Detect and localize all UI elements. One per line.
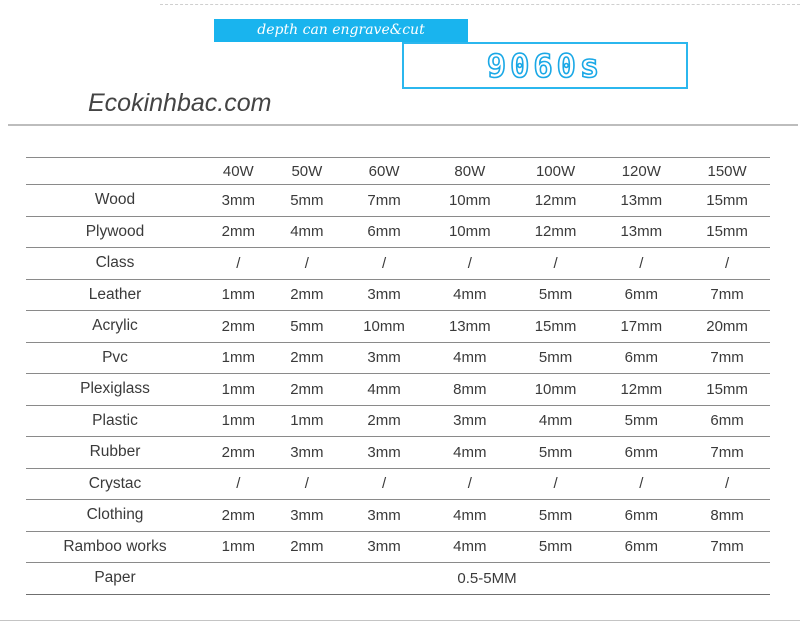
depth-value: / (427, 248, 513, 280)
depth-value: 17mm (598, 311, 684, 343)
depth-value: 10mm (427, 216, 513, 248)
footer-divider (0, 620, 800, 621)
power-header-4: 100W (513, 158, 599, 185)
depth-value: 4mm (341, 374, 427, 406)
depth-value: 2mm (341, 405, 427, 437)
depth-value: / (513, 468, 599, 500)
depth-value: / (684, 248, 770, 280)
depth-value: 4mm (513, 405, 599, 437)
depth-value: 4mm (427, 279, 513, 311)
table-row (26, 437, 770, 469)
table-row (26, 279, 770, 311)
depth-value: / (341, 468, 427, 500)
depth-value: 5mm (513, 279, 599, 311)
model-name: 9060s (486, 47, 604, 85)
material-name: Class (26, 248, 204, 280)
depth-value: 1mm (204, 342, 273, 374)
depth-value: 7mm (684, 437, 770, 469)
depth-value: 6mm (598, 342, 684, 374)
depth-value: 10mm (427, 185, 513, 217)
depth-value: / (204, 248, 273, 280)
depth-value: 15mm (513, 311, 599, 343)
material-name: Leather (26, 279, 204, 311)
depth-value: 12mm (513, 185, 599, 217)
power-header-1: 50W (273, 158, 342, 185)
depth-value: 2mm (204, 311, 273, 343)
material-name: Plexiglass (26, 374, 204, 406)
depth-value: 13mm (598, 185, 684, 217)
table-row (26, 248, 770, 280)
power-header-row (26, 158, 770, 185)
depth-value: 6mm (598, 279, 684, 311)
depth-value: 2mm (273, 342, 342, 374)
depth-value: 3mm (341, 437, 427, 469)
table-row (26, 374, 770, 406)
depth-value: 8mm (427, 374, 513, 406)
depth-value: / (273, 248, 342, 280)
table-row (26, 185, 770, 217)
depth-value: 4mm (427, 500, 513, 532)
depth-value: 2mm (273, 531, 342, 563)
depth-value: 2mm (204, 437, 273, 469)
depth-value: 10mm (341, 311, 427, 343)
depth-value: 6mm (598, 437, 684, 469)
depth-value: / (341, 248, 427, 280)
material-name: Clothing (26, 500, 204, 532)
depth-value: 1mm (273, 405, 342, 437)
table-row (26, 468, 770, 500)
depth-value: 7mm (684, 531, 770, 563)
engrave-depth-banner: depth can engrave&cut (214, 19, 468, 42)
paper-depth-range: 0.5-5MM (204, 563, 770, 595)
table-row (26, 311, 770, 343)
material-name: Crystac (26, 468, 204, 500)
material-name: Plywood (26, 216, 204, 248)
table-row (26, 531, 770, 563)
depth-value: 2mm (273, 279, 342, 311)
depth-value: 3mm (273, 437, 342, 469)
depth-value: / (204, 468, 273, 500)
depth-value: 3mm (427, 405, 513, 437)
depth-value: 4mm (427, 531, 513, 563)
depth-value: 3mm (341, 500, 427, 532)
table-body (26, 185, 770, 595)
depth-value: 12mm (513, 216, 599, 248)
table-row (26, 342, 770, 374)
depth-value: 5mm (513, 342, 599, 374)
depth-value: 2mm (204, 216, 273, 248)
table-row (26, 500, 770, 532)
depth-value: 6mm (341, 216, 427, 248)
brand-watermark: Ecokinhbac.com (88, 89, 272, 117)
depth-value: 3mm (341, 279, 427, 311)
depth-value: 7mm (684, 279, 770, 311)
depth-value: 1mm (204, 374, 273, 406)
material-header-cell (26, 158, 204, 185)
engraving-depth-table (26, 157, 770, 595)
depth-value: 3mm (341, 531, 427, 563)
table-row-paper (26, 563, 770, 595)
depth-value: 2mm (204, 500, 273, 532)
depth-value: 5mm (598, 405, 684, 437)
depth-value: 5mm (513, 500, 599, 532)
table-row (26, 405, 770, 437)
depth-value: 1mm (204, 279, 273, 311)
depth-value: 5mm (513, 437, 599, 469)
material-name: Pvc (26, 342, 204, 374)
material-name: Ramboo works (26, 531, 204, 563)
depth-value: 1mm (204, 405, 273, 437)
depth-value: 13mm (598, 216, 684, 248)
depth-value: / (598, 468, 684, 500)
depth-value: 15mm (684, 374, 770, 406)
power-header-2: 60W (341, 158, 427, 185)
depth-value: 7mm (684, 342, 770, 374)
material-name: Paper (26, 563, 204, 595)
depth-value: 3mm (273, 500, 342, 532)
material-name: Rubber (26, 437, 204, 469)
depth-value: 13mm (427, 311, 513, 343)
depth-value: 4mm (273, 216, 342, 248)
depth-value: 10mm (513, 374, 599, 406)
depth-value: / (513, 248, 599, 280)
depth-value: / (427, 468, 513, 500)
depth-value: 4mm (427, 437, 513, 469)
depth-value: 5mm (273, 185, 342, 217)
depth-value: 6mm (598, 531, 684, 563)
power-header-3: 80W (427, 158, 513, 185)
header-divider (8, 124, 798, 126)
depth-value: 20mm (684, 311, 770, 343)
depth-value: 15mm (684, 216, 770, 248)
depth-value: 6mm (598, 500, 684, 532)
material-name: Wood (26, 185, 204, 217)
depth-value: 3mm (204, 185, 273, 217)
depth-value: / (598, 248, 684, 280)
material-name: Acrylic (26, 311, 204, 343)
depth-value: 5mm (513, 531, 599, 563)
depth-value: 4mm (427, 342, 513, 374)
depth-value: 6mm (684, 405, 770, 437)
depth-value: / (273, 468, 342, 500)
material-name: Plastic (26, 405, 204, 437)
depth-value: 12mm (598, 374, 684, 406)
power-header-6: 150W (684, 158, 770, 185)
depth-value: / (684, 468, 770, 500)
table-row (26, 216, 770, 248)
depth-value: 7mm (341, 185, 427, 217)
depth-value: 2mm (273, 374, 342, 406)
power-header-0: 40W (204, 158, 273, 185)
depth-value: 15mm (684, 185, 770, 217)
depth-value: 5mm (273, 311, 342, 343)
model-name-box (402, 42, 688, 89)
depth-value: 1mm (204, 531, 273, 563)
depth-value: 3mm (341, 342, 427, 374)
top-dashed-line (160, 4, 800, 5)
depth-value: 8mm (684, 500, 770, 532)
power-header-5: 120W (598, 158, 684, 185)
